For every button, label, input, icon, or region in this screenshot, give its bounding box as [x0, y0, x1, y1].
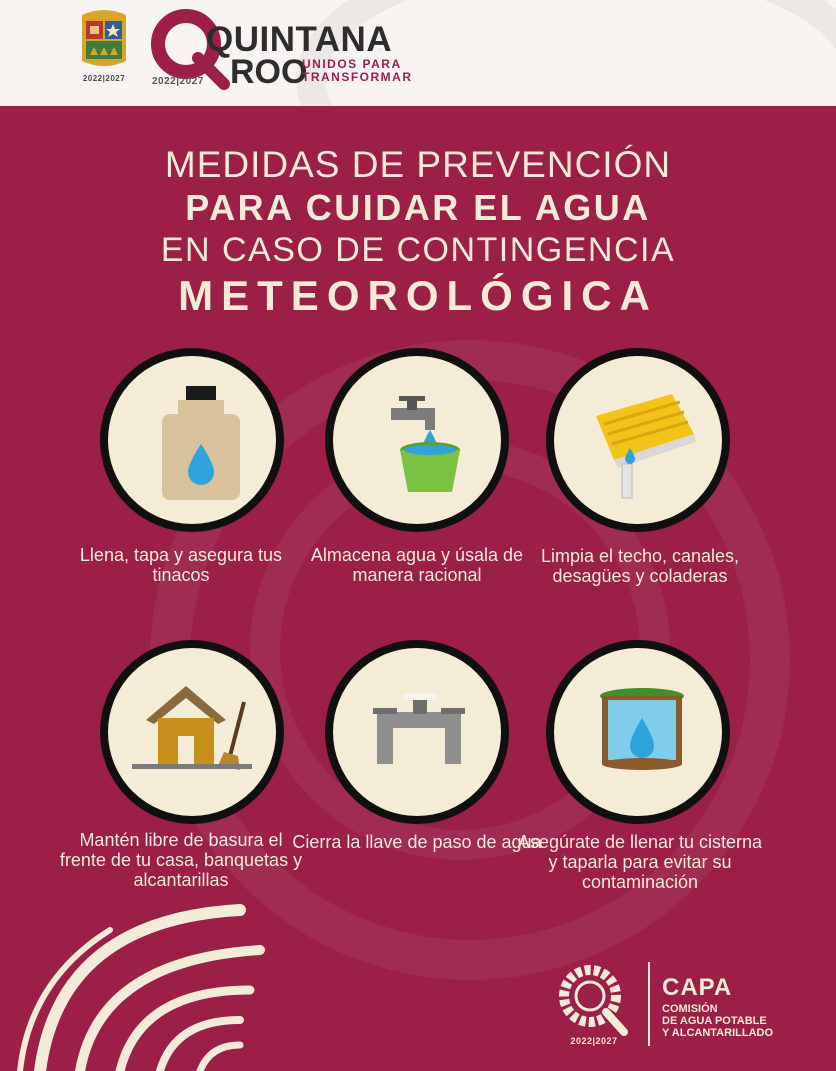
tip-circle-cistern — [546, 640, 730, 824]
tip-caption: Cierra la llave de paso de agua — [292, 832, 542, 852]
shield-year: 2022|2027 — [82, 74, 126, 83]
house-broom-icon — [108, 648, 276, 816]
logo-tagline — [302, 58, 413, 84]
title-line-3: EN CASO DE CONTINGENCIA — [160, 231, 676, 269]
tip-caption: Llena, tapa y asegura tus tinacos — [79, 545, 283, 585]
logo-years: 2022|2027 — [152, 76, 204, 87]
capa-description-line-2: DE AGUA POTABLE — [662, 1015, 767, 1027]
title-line-2: PARA CUIDAR EL AGUA — [185, 187, 651, 228]
capa-description-line-3: Y ALCANTARILLADO — [662, 1027, 774, 1039]
capa-name: CAPA — [662, 974, 733, 1001]
faucet-bucket-icon — [333, 356, 501, 524]
page-title — [0, 142, 836, 321]
footer-divider — [648, 962, 650, 1046]
logo-tagline-line-1: UNIDOS PARA — [302, 57, 402, 71]
valve-pipe-icon — [333, 648, 501, 816]
tip-caption: Almacena agua y úsala de manera racional — [310, 545, 524, 585]
tip-circle-house — [100, 640, 284, 824]
tip-circle-roof — [546, 348, 730, 532]
capa-logo-icon — [554, 960, 632, 1038]
logo-quintana-text: QUINTANA — [206, 20, 393, 59]
capa-years: 2022|2027 — [570, 1036, 618, 1046]
water-tank-icon — [108, 356, 276, 524]
decorative-swirl-icon — [0, 880, 340, 1071]
capa-description — [662, 1003, 773, 1039]
tip-caption: Mantén libre de basura el frente de tu casa, banquetas y alcantarillas — [59, 830, 303, 890]
logo-tagline-line-2: TRANSFORMAR — [302, 70, 413, 84]
tip-circle-water-tank — [100, 348, 284, 532]
cistern-icon — [554, 648, 722, 816]
title-line-1: MEDIDAS DE PREVENCIÓN — [164, 144, 672, 185]
title-line-4: METEOROLÓGICA — [178, 272, 658, 319]
tip-circle-valve — [325, 640, 509, 824]
header — [0, 0, 836, 106]
tip-caption: Asegúrate de llenar tu cisterna y taparla para evitar su contaminación — [517, 832, 763, 892]
logo-roo-text: ROO — [230, 53, 308, 91]
tip-caption: Limpia el techo, canales, desagües y coladeras — [540, 546, 740, 586]
roof-gutter-icon — [554, 356, 722, 524]
tip-circle-faucet — [325, 348, 509, 532]
capa-description-line-1: COMISIÓN — [662, 1003, 718, 1015]
